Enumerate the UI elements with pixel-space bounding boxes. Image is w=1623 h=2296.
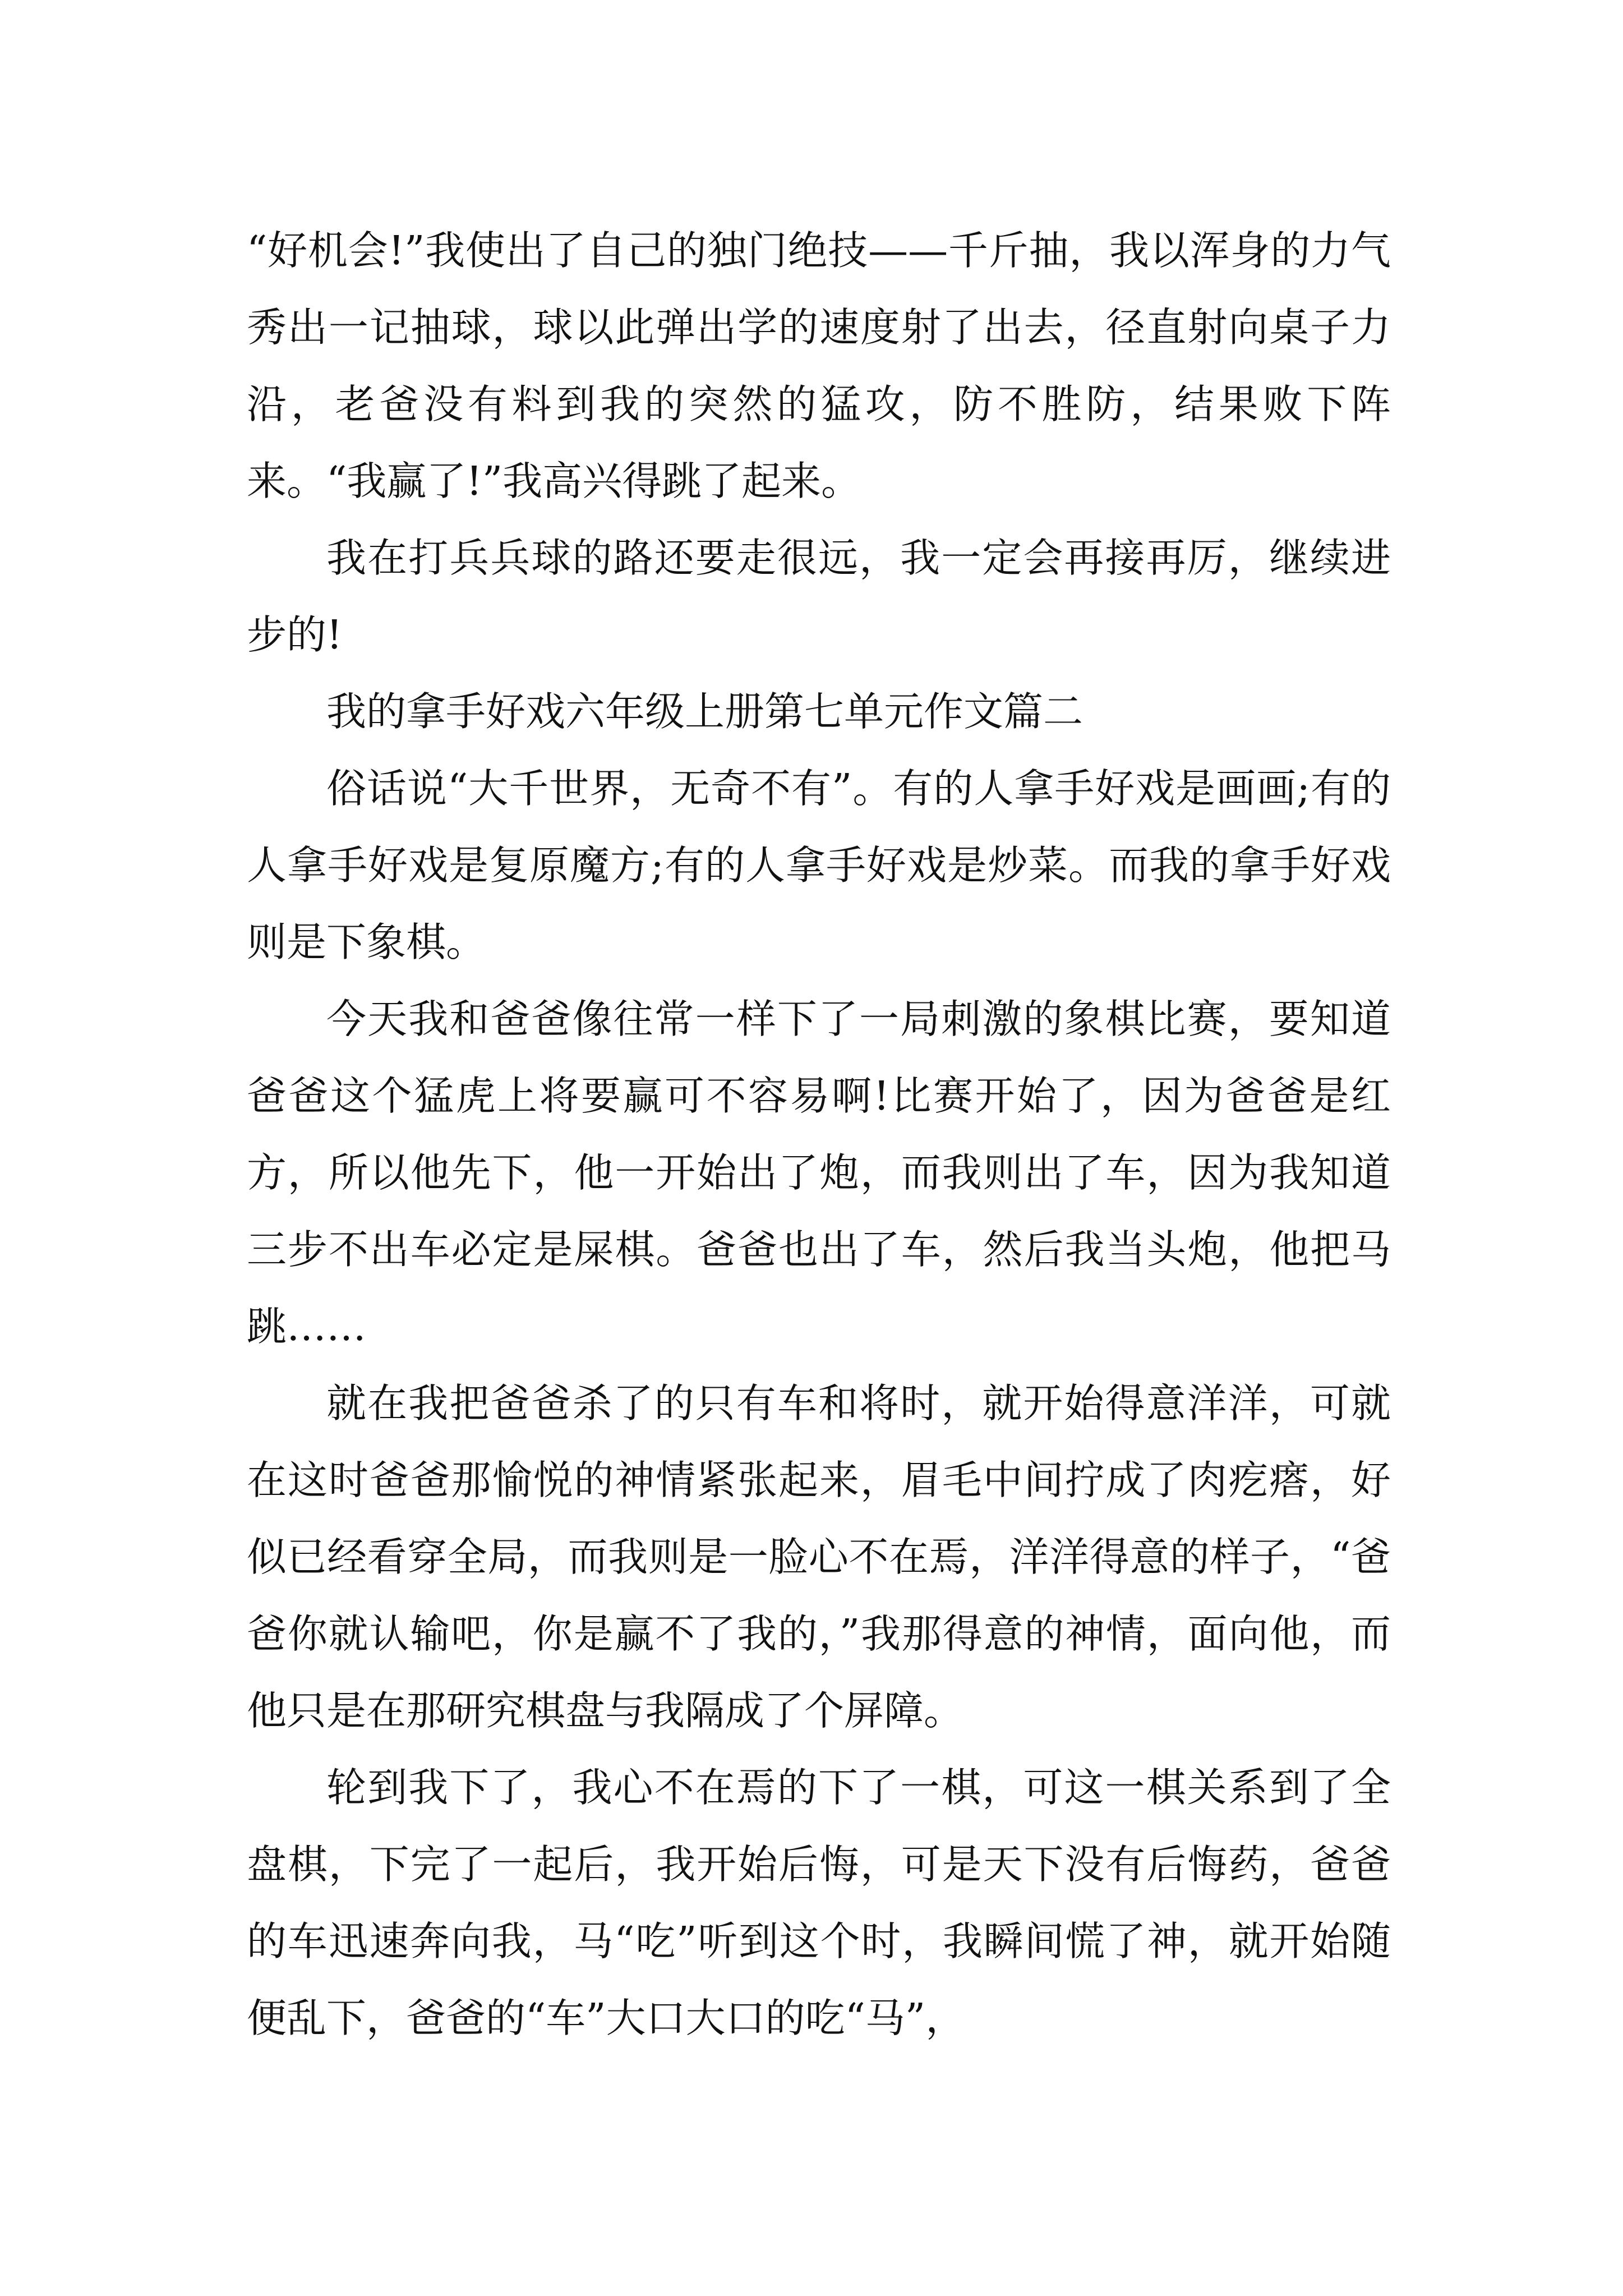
paragraph-2: 我在打兵兵球的路还要走很远，我一定会再接再厉，继续进步的! — [247, 535, 1391, 658]
paragraph-4: 今天我和爸爸像往常一样下了一局刺激的象棋比赛，要知道爸爸这个猛虎上将要赢可不容易啊!比赛开始了，因为爸爸是红方，所以他先下，他一开始出了炮，而我则出了车，因为我知道三步不出车必定是屎棋。爸爸也出了车，然后我当头炮，他把马跳…… — [247, 996, 1391, 1350]
paragraph-5: 就在我把爸爸杀了的只有车和将时，就开始得意洋洋，可就在这时爸爸那愉悦的神情紧张起来，眉毛中间拧成了肉疙瘩，好似已经看穿全局，而我则是一脸心不在焉，洋洋得意的样子，“爸爸你就认输吧，你是赢不了我的，”我那得意的神情，面向他，而他只是在那研究棋盘与我隔成了个屏障。 — [247, 1380, 1391, 1734]
paragraph-6: 轮到我下了，我心不在焉的下了一棋，可这一棋关系到了全盘棋，下完了一起后，我开始后悔，可是天下没有后悔药，爸爸的车迅速奔向我，马“吃”听到这个时，我瞬间慌了神，就开始随便乱下，爸爸的“车”大口大口的吃“马”， — [247, 1764, 1391, 2041]
document-body — [247, 212, 1391, 2056]
paragraph-3: 俗话说“大千世界，无奇不有”。有的人拿手好戏是画画;有的人拿手好戏是复原魔方;有的人拿手好戏是炒菜。而我的拿手好戏则是下象棋。 — [247, 765, 1391, 965]
section-heading: 我的拿手好戏六年级上册第七单元作文篇二 — [326, 688, 1083, 735]
paragraph-1: “好机会!”我使出了自己的独门绝技——千斤抽，我以浑身的力气秀出一记抽球，球以此弹出学的速度射了出去，径直射向桌子力沿，老爸没有料到我的突然的猛攻，防不胜防，结果败下阵来。“我赢了!”我高兴得跳了起来。 — [247, 227, 1391, 504]
